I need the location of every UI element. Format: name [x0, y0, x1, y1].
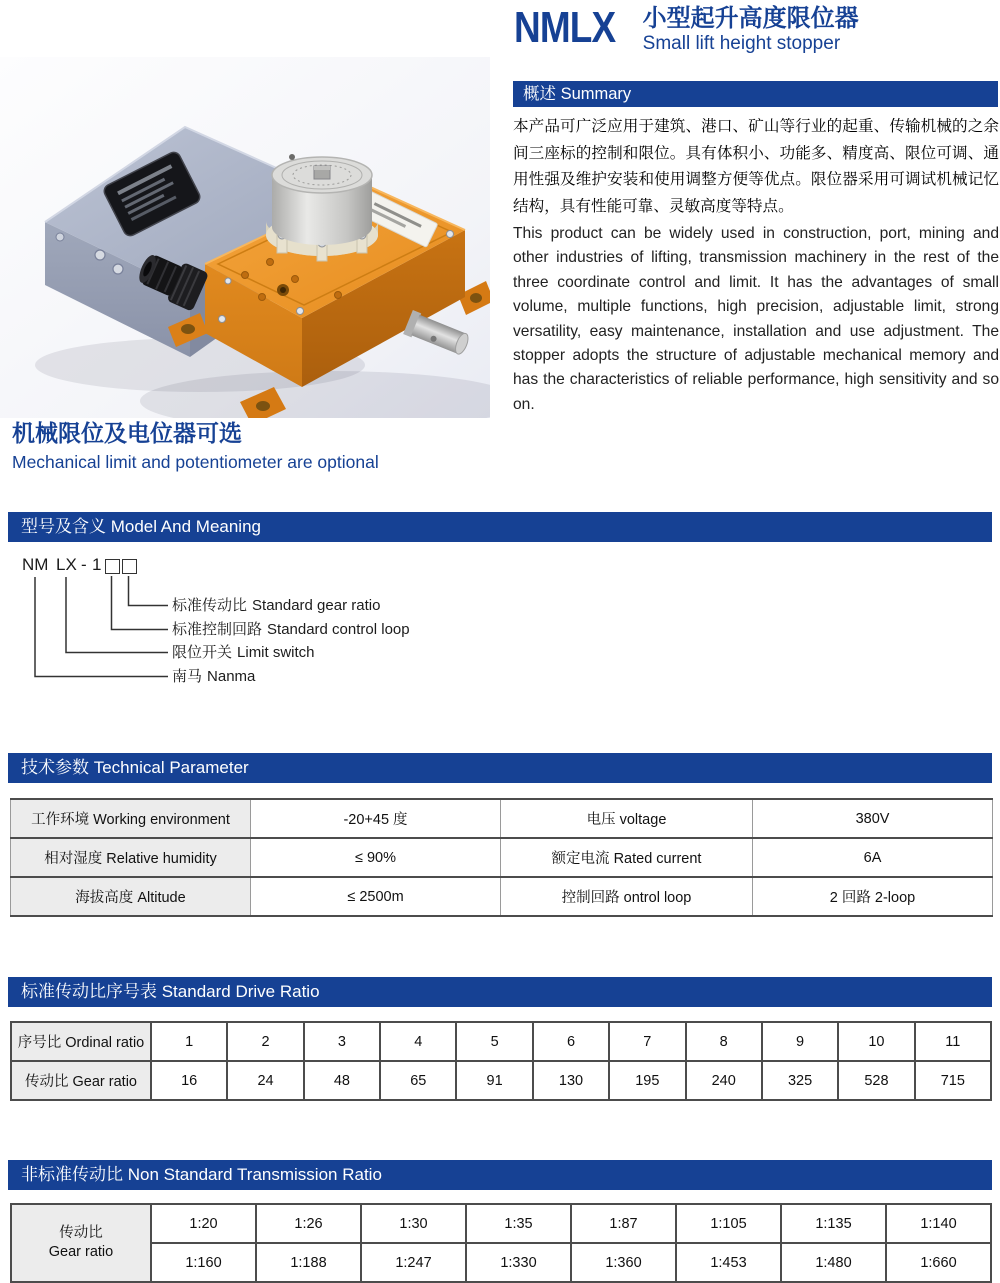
value-cell: 195 — [609, 1061, 685, 1100]
brand-titles — [627, 6, 859, 56]
value-cell: 8 — [686, 1022, 762, 1061]
section-banner-standard-drive: 标准传动比序号表 Standard Drive Ratio — [8, 977, 992, 1007]
table-row — [11, 1243, 991, 1282]
value-cell: 1:160 — [151, 1243, 256, 1282]
photo-caption-zh: 机械限位及电位器可选 — [12, 420, 242, 446]
row-header-cell: 传动比 Gear ratio — [11, 1061, 151, 1100]
model-code-dash: - — [81, 555, 87, 574]
section-banner-non-standard: 非标准传动比 Non Standard Transmission Ratio — [8, 1160, 992, 1190]
value-cell: 1:188 — [256, 1243, 361, 1282]
non-standard-ratio-table — [10, 1203, 992, 1283]
brand-logo: NMLX — [514, 3, 616, 52]
value-cell: 715 — [915, 1061, 991, 1100]
value-cell: 9 — [762, 1022, 838, 1061]
row-header-cell: 相对湿度 Relative humidity — [11, 838, 251, 877]
table-row — [11, 799, 993, 838]
value-cell: 2 — [227, 1022, 303, 1061]
row-header-cell: 海拔高度 Altitude — [11, 877, 251, 916]
value-cell: 65 — [380, 1061, 456, 1100]
value-cell: 1:87 — [571, 1204, 676, 1243]
table-row — [11, 1022, 991, 1061]
screw-icon — [219, 316, 226, 323]
label-cell: 控制回路 ontrol loop — [501, 877, 753, 916]
value-cell: 24 — [227, 1061, 303, 1100]
value-cell: 6A — [753, 838, 993, 877]
screw-icon — [113, 264, 123, 274]
value-cell: ≤ 90% — [251, 838, 501, 877]
dial-unit — [266, 154, 378, 261]
value-cell: 1:105 — [676, 1204, 781, 1243]
value-cell: 1:135 — [781, 1204, 886, 1243]
value-cell: 1:30 — [361, 1204, 466, 1243]
row-header-cell: 工作环境 Working environment — [11, 799, 251, 838]
value-cell: 5 — [456, 1022, 532, 1061]
value-cell: 6 — [533, 1022, 609, 1061]
value-cell: 380V — [753, 799, 993, 838]
model-label-limit-switch: 限位开关 Limit switch — [172, 644, 315, 661]
table-row — [11, 1061, 991, 1100]
table-row — [11, 1204, 991, 1243]
value-cell: 1:330 — [466, 1243, 571, 1282]
section-banner-model: 型号及含义 Model And Meaning — [8, 512, 992, 542]
product-photo — [0, 57, 490, 418]
screw-icon — [297, 308, 304, 315]
value-cell: 1:140 — [886, 1204, 991, 1243]
technical-parameter-table — [10, 798, 993, 917]
value-cell: 10 — [838, 1022, 914, 1061]
value-cell: 48 — [304, 1061, 380, 1100]
screw-icon — [56, 233, 64, 241]
value-cell: -20+45 度 — [251, 799, 501, 838]
label-cell: 额定电流 Rated current — [501, 838, 753, 877]
photo-caption — [12, 420, 492, 474]
value-cell: 1:247 — [361, 1243, 466, 1282]
screw-icon — [95, 250, 105, 260]
value-cell: 7 — [609, 1022, 685, 1061]
set-screw — [289, 154, 295, 160]
value-cell: 16 — [151, 1061, 227, 1100]
brand-header — [514, 3, 859, 56]
model-diagram-lines — [22, 556, 172, 691]
value-cell: 1:660 — [886, 1243, 991, 1282]
value-cell: 528 — [838, 1061, 914, 1100]
value-cell: 2 回路 2-loop — [753, 877, 993, 916]
model-diagram — [22, 556, 642, 696]
summary-text-zh: 本产品可广泛应用于建筑、港口、矿山等行业的起重、传输机械的之余间三座标的控制和限位。具有体积小、功能多、精度高、限位可调、通用性强及维护安装和使用调整方便等优点。限位器采用可调试机械记忆结构，具有性能可靠、灵敏高度等特点。 — [513, 118, 999, 215]
model-label-control-loop: 标准控制回路 Standard control loop — [172, 621, 410, 638]
value-cell: 3 — [304, 1022, 380, 1061]
section-banner-technical: 技术参数 Technical Parameter — [8, 753, 992, 783]
photo-caption-en: Mechanical limit and potentiometer are optional — [12, 451, 379, 472]
model-label-gear-ratio: 标准传动比 Standard gear ratio — [172, 597, 381, 614]
row-header-cell: 序号比 Ordinal ratio — [11, 1022, 151, 1061]
value-cell: 1:480 — [781, 1243, 886, 1282]
model-label-nanma: 南马 Nanma — [172, 668, 256, 685]
value-cell: 240 — [686, 1061, 762, 1100]
value-cell: 4 — [380, 1022, 456, 1061]
value-cell: 325 — [762, 1061, 838, 1100]
product-photo-illustration — [0, 57, 490, 418]
product-title-en: Small lift height stopper — [642, 33, 841, 55]
screw-icon — [225, 278, 231, 284]
model-code-lx: LX — [56, 555, 77, 574]
value-cell: 1:453 — [676, 1243, 781, 1282]
value-cell: 1:20 — [151, 1204, 256, 1243]
product-title-zh: 小型起升高度限位器 — [642, 5, 859, 32]
model-code-nm: NM — [22, 555, 49, 574]
value-cell: 1:35 — [466, 1204, 571, 1243]
row-header-cell: 传动比 Gear ratio — [11, 1204, 151, 1282]
table-row — [11, 877, 993, 916]
value-cell: 1:360 — [571, 1243, 676, 1282]
value-cell: 1 — [151, 1022, 227, 1061]
summary-text-en: This product can be widely used in construction, port, mining and other industries of lifting, transmission machinery in the rest of the three coordinate control and limit. It has the advantages of small volume, multiple functions, high precision, adjustable limit, strong versatility, easy maintenance, installation and use adjustment. The stopper adopts the structure of adjustable mechanical memory and has the characteristics of reliable performance, high sensitivity and so on. — [513, 225, 999, 413]
screw-icon — [447, 231, 454, 238]
value-cell: 11 — [915, 1022, 991, 1061]
value-cell: ≤ 2500m — [251, 877, 501, 916]
value-cell: 130 — [533, 1061, 609, 1100]
label-cell: 电压 voltage — [501, 799, 753, 838]
standard-drive-ratio-table — [10, 1021, 992, 1101]
model-code-1: 1 — [92, 555, 102, 574]
section-banner-summary: 概述 Summary — [513, 81, 998, 107]
value-cell: 91 — [456, 1061, 532, 1100]
value-cell: 1:26 — [256, 1204, 361, 1243]
table-row — [11, 838, 993, 877]
